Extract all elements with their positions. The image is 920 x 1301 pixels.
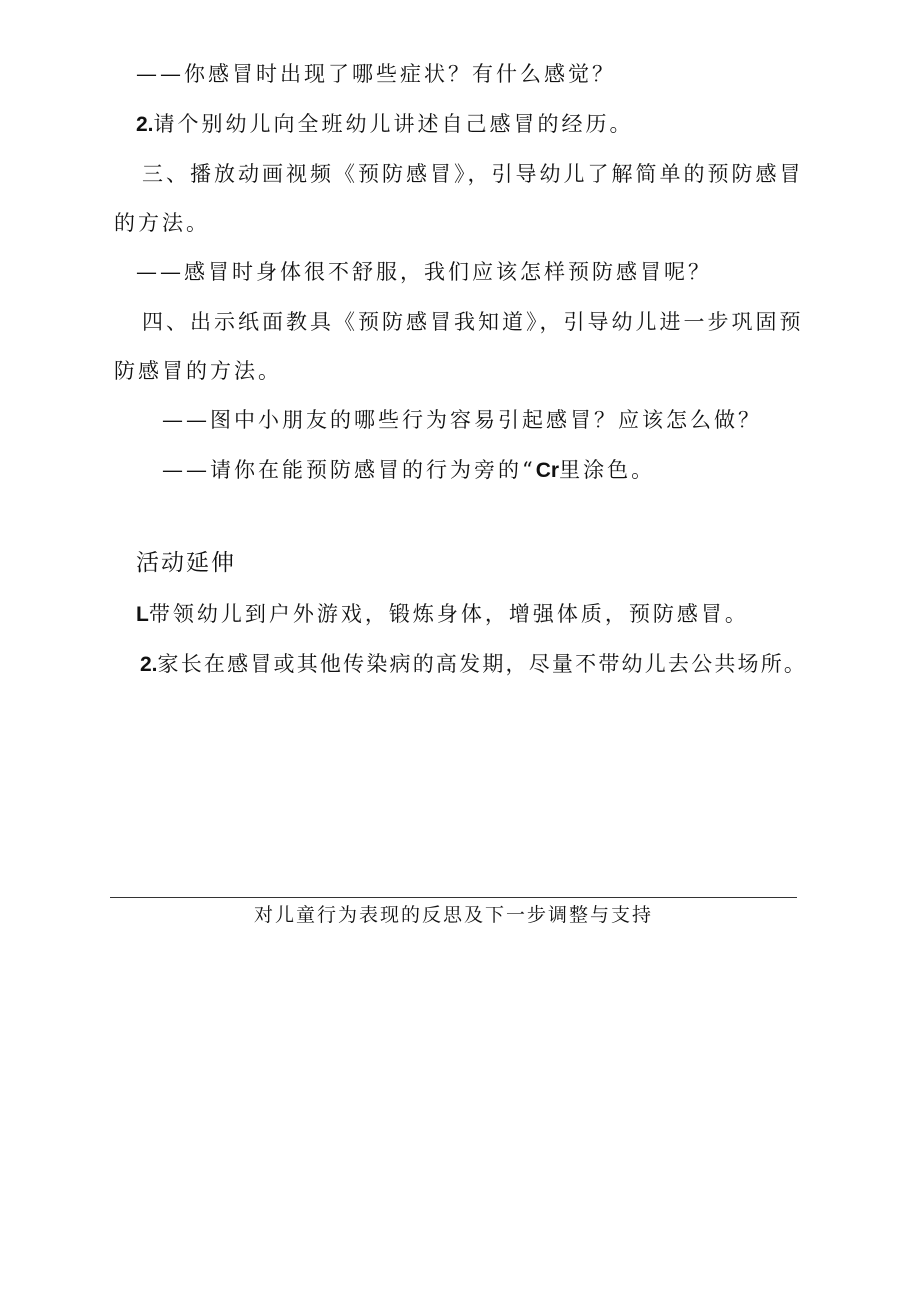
step-number: 2. bbox=[136, 113, 154, 136]
item-text: 带领幼儿到户外游戏，锻炼身体，增强体质，预防感冒。 bbox=[148, 602, 749, 626]
paragraph-step-2 bbox=[136, 110, 634, 139]
footer-title: 对儿童行为表现的反思及下一步调整与支持 bbox=[253, 904, 653, 926]
item-number: 2. bbox=[140, 653, 158, 676]
instruction-text-c: 里涂色。 bbox=[559, 458, 656, 482]
item-text: 家长在感冒或其他传染病的高发期，尽量不带幼儿去公共场所。 bbox=[157, 652, 808, 676]
extension-item-2 bbox=[140, 650, 807, 679]
section-heading-extension: 活动延伸 bbox=[136, 550, 236, 576]
item-number: L bbox=[136, 603, 149, 626]
paragraph-section-4-line-2: 防感冒的方法。 bbox=[114, 359, 282, 383]
extension-item-1 bbox=[136, 600, 749, 629]
paragraph-instruction-color bbox=[162, 456, 655, 485]
paragraph-section-4-line-1: 四、出示纸面教具《预防感冒我知道》，引导幼儿进一步巩固预 bbox=[142, 310, 804, 334]
step-text: 请个别幼儿向全班幼儿讲述自己感冒的经历。 bbox=[153, 112, 634, 136]
paragraph-section-3-line-1: 三、播放动画视频《预防感冒》，引导幼儿了解简单的预防感冒 bbox=[142, 162, 804, 186]
instruction-text-b: Cr bbox=[535, 459, 560, 482]
paragraph-question-prevent: ——感冒时身体很不舒服，我们应该怎样预防感冒呢？ bbox=[136, 260, 712, 284]
paragraph-question-symptoms: ——你感冒时出现了哪些症状？有什么感觉？ bbox=[136, 62, 616, 86]
paragraph-section-3-line-2: 的方法。 bbox=[114, 211, 210, 235]
instruction-text-a: ——请你在能预防感冒的行为旁的“ bbox=[162, 458, 536, 482]
paragraph-question-behaviors: ——图中小朋友的哪些行为容易引起感冒？应该怎么做？ bbox=[162, 408, 762, 432]
divider-line bbox=[110, 897, 797, 898]
